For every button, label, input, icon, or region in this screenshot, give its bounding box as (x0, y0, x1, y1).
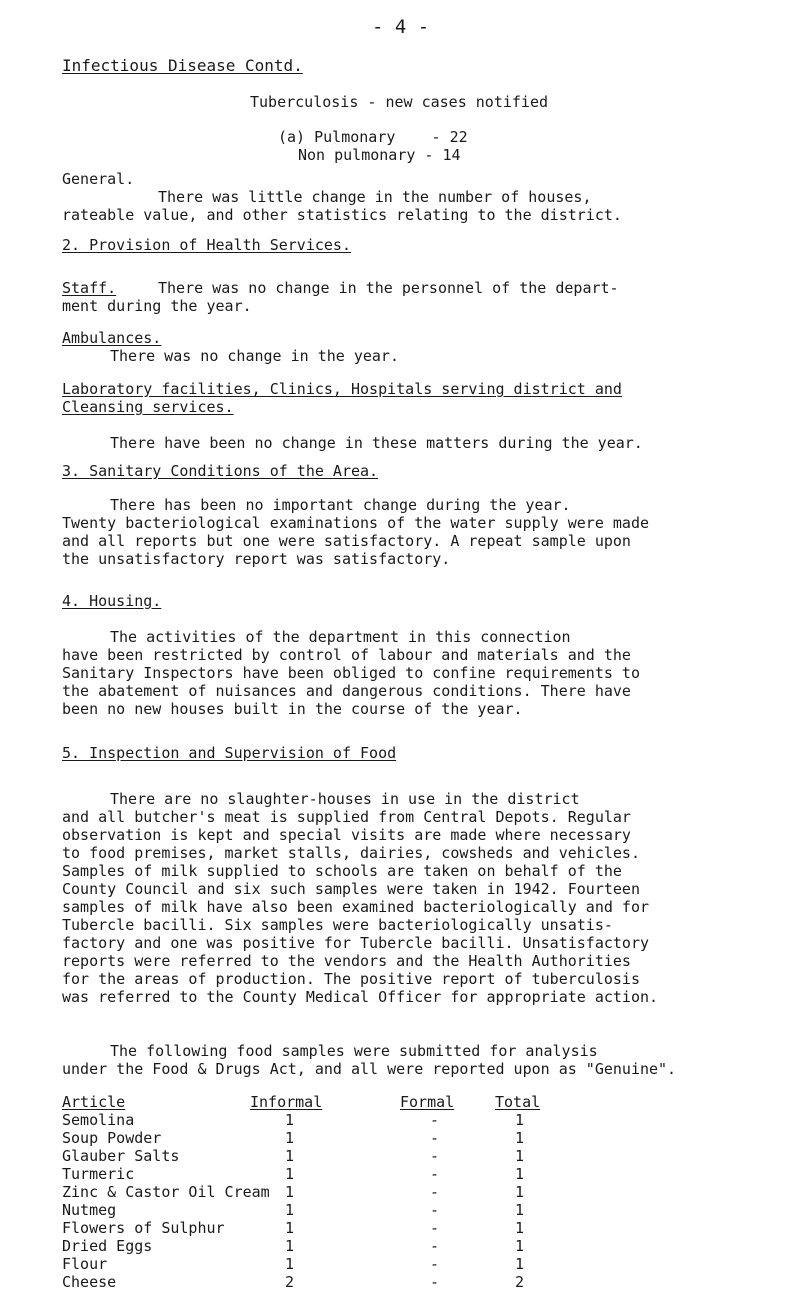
section-4-line-5: been no new houses built in the course of the year. (62, 700, 523, 718)
table-cell-total: 1 (515, 1237, 525, 1255)
section-5-line-9: factory and one was positive for Tubercle bacilli. Unsatisfactory (62, 934, 649, 952)
staff-line-2: ment during the year. (62, 297, 252, 315)
table-cell-informal: 1 (285, 1237, 295, 1255)
table-cell-article: Nutmeg (62, 1201, 117, 1219)
table-cell-article: Flowers of Sulphur (62, 1219, 225, 1237)
table-cell-informal: 1 (285, 1183, 295, 1201)
section-5-line-3: observation is kept and special visits are made where necessary (62, 826, 631, 844)
table-row (0, 1183, 800, 1201)
section-5-line-8: Tubercle bacilli. Six samples were bacteriologically unsatis- (62, 916, 613, 934)
tb-pulmonary: (a) Pulmonary - 22 (278, 128, 468, 146)
tb-non-pulmonary: Non pulmonary - 14 (298, 146, 461, 164)
section-5-line-1: There are no slaughter-houses in use in the district (110, 790, 580, 808)
ambulances-label: Ambulances. (62, 329, 162, 347)
general-label: General. (62, 170, 135, 188)
section-5-line-6: County Council and six such samples were taken in 1942. Fourteen (62, 880, 640, 898)
table-cell-article: Dried Eggs (62, 1237, 153, 1255)
table-cell-article: Flour (62, 1255, 108, 1273)
tb-title: Tuberculosis - new cases notified (250, 93, 549, 111)
lab-heading-line-1: Laboratory facilities, Clinics, Hospitals serving district and (62, 380, 622, 398)
section-3-line-4: the unsatisfactory report was satisfactory. (62, 550, 451, 568)
table-cell-total: 1 (515, 1219, 525, 1237)
lab-heading-line-2: Cleansing services. (62, 398, 234, 416)
table-cell-informal: 1 (285, 1201, 295, 1219)
table-cell-formal: - (430, 1219, 440, 1237)
section-4-line-4: the abatement of nuisances and dangerous conditions. There have (62, 682, 631, 700)
section-5-line-4: to food premises, market stalls, dairies, cowsheds and vehicles. (62, 844, 640, 862)
table-cell-informal: 1 (285, 1219, 295, 1237)
table-cell-total: 1 (515, 1147, 525, 1165)
table-cell-informal: 1 (285, 1111, 295, 1129)
section-5-heading: 5. Inspection and Supervision of Food (62, 744, 397, 762)
table-cell-total: 1 (515, 1201, 525, 1219)
table-cell-article: Cheese (62, 1273, 117, 1291)
table-row (0, 1129, 800, 1147)
table-header-total: Total (495, 1093, 541, 1111)
table-row (0, 1219, 800, 1237)
staff-label: Staff. (62, 279, 117, 297)
table-header-article: Article (62, 1093, 126, 1111)
table-cell-total: 2 (515, 1273, 525, 1291)
lab-text: There have been no change in these matters during the year. (110, 434, 643, 452)
table-cell-total: 1 (515, 1129, 525, 1147)
table-cell-article: Semolina (62, 1111, 135, 1129)
table-row (0, 1255, 800, 1273)
ambulances-text: There was no change in the year. (110, 347, 399, 365)
section-5-line-7: samples of milk have also been examined bacteriologically and for (62, 898, 649, 916)
section-3-line-2: Twenty bacteriological examinations of the water supply were made (62, 514, 649, 532)
table-row (0, 1273, 800, 1291)
table-row (0, 1111, 800, 1129)
table-row (0, 1147, 800, 1165)
table-header-formal: Formal (400, 1093, 455, 1111)
table-cell-informal: 1 (285, 1129, 295, 1147)
table-cell-formal: - (430, 1129, 440, 1147)
section-3-heading: 3. Sanitary Conditions of the Area. (62, 462, 379, 480)
table-cell-formal: - (430, 1111, 440, 1129)
section-4-line-1: The activities of the department in this connection (110, 628, 571, 646)
section-3-line-3: and all reports but one were satisfactory. A repeat sample upon (62, 532, 631, 550)
section-5-line-12: was referred to the County Medical Officer for appropriate action. (62, 988, 659, 1006)
table-cell-formal: - (430, 1237, 440, 1255)
table-cell-total: 1 (515, 1255, 525, 1273)
table-cell-total: 1 (515, 1111, 525, 1129)
general-line-2: rateable value, and other statistics relating to the district. (62, 206, 622, 224)
table-row (0, 1165, 800, 1183)
table-cell-informal: 2 (285, 1273, 295, 1291)
table-cell-formal: - (430, 1201, 440, 1219)
section-5-line-10: reports were referred to the vendors and the Health Authorities (62, 952, 631, 970)
section-4-line-2: have been restricted by control of labour and materials and the (62, 646, 631, 664)
section-4-line-3: Sanitary Inspectors have been obliged to confine requirements to (62, 664, 640, 682)
table-cell-article: Glauber Salts (62, 1147, 180, 1165)
table-cell-total: 1 (515, 1165, 525, 1183)
table-row (0, 1201, 800, 1219)
table-header-informal: Informal (250, 1093, 323, 1111)
table-cell-formal: - (430, 1273, 440, 1291)
section-5-line-5: Samples of milk supplied to schools are taken on behalf of the (62, 862, 622, 880)
table-cell-article: Zinc & Castor Oil Cream (62, 1183, 270, 1201)
section-2-heading: 2. Provision of Health Services. (62, 236, 351, 254)
section-5-line-2: and all butcher's meat is supplied from Central Depots. Regular (62, 808, 631, 826)
table-cell-formal: - (430, 1255, 440, 1273)
samples-line-2: under the Food & Drugs Act, and all were reported upon as "Genuine". (62, 1060, 677, 1078)
table-row (0, 1237, 800, 1255)
table-cell-formal: - (430, 1147, 440, 1165)
samples-line-1: The following food samples were submitted for analysis (110, 1042, 598, 1060)
general-line-1: There was little change in the number of houses, (158, 188, 592, 206)
section-5-line-11: for the areas of production. The positive report of tuberculosis (62, 970, 640, 988)
table-cell-formal: - (430, 1183, 440, 1201)
page-heading: Infectious Disease Contd. (62, 56, 303, 75)
table-cell-informal: 1 (285, 1255, 295, 1273)
table-cell-informal: 1 (285, 1147, 295, 1165)
section-3-line-1: There has been no important change during the year. (110, 496, 571, 514)
table-cell-formal: - (430, 1165, 440, 1183)
page-number: - 4 - (372, 16, 430, 38)
table-cell-informal: 1 (285, 1165, 295, 1183)
section-4-heading: 4. Housing. (62, 592, 162, 610)
table-cell-article: Soup Powder (62, 1129, 162, 1147)
table-cell-total: 1 (515, 1183, 525, 1201)
staff-line-1: There was no change in the personnel of the depart- (158, 279, 619, 297)
table-cell-article: Turmeric (62, 1165, 135, 1183)
